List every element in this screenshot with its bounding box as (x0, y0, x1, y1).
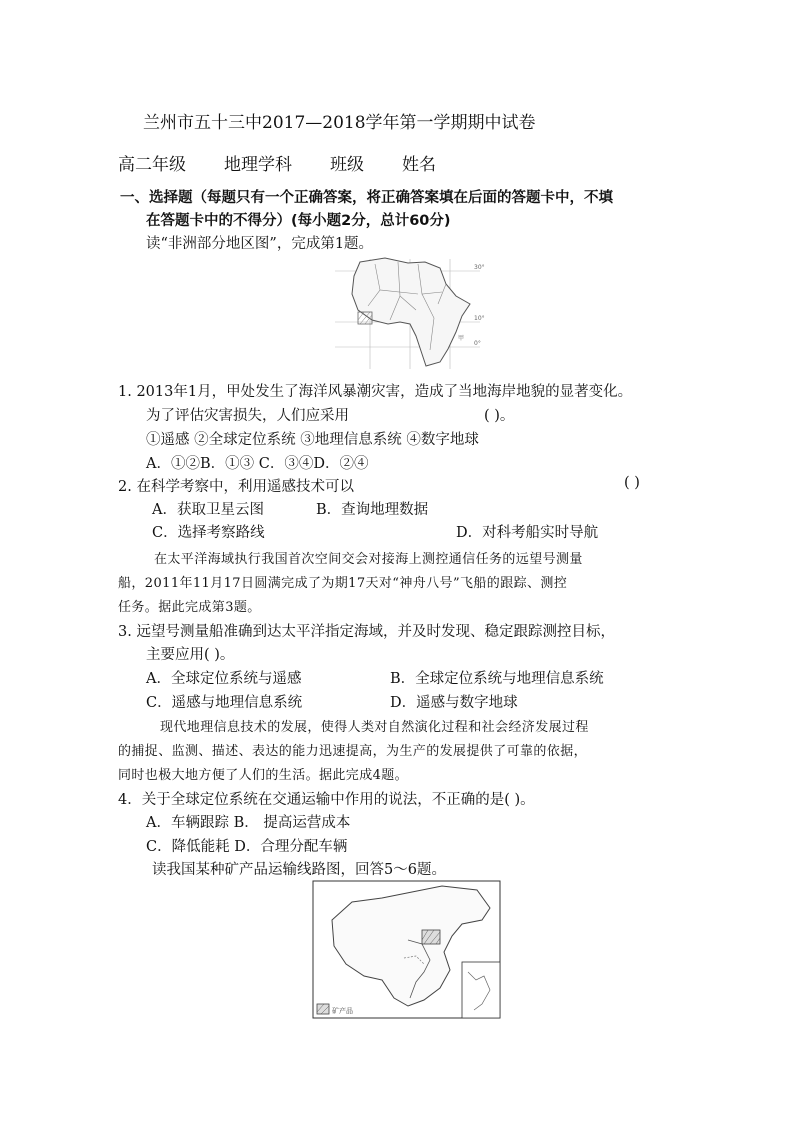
passage3-line1: 在太平洋海域执行我国首次空间交会对接海上测控通信任务的远望号测量 (154, 552, 583, 567)
page-title: 兰州市五十三中2017—2018学年第一学期期中试卷 (143, 113, 536, 133)
q1-stem-line1: 1. 2013年1月，甲处发生了海洋风暴潮灾害，造成了当地海岸地貌的显著变化。 (118, 384, 633, 400)
q4-stem: 4．关于全球定位系统在交通运输中作用的说法，不正确的是( )。 (118, 792, 535, 808)
q3-option-d: D．遥感与数字地球 (390, 695, 518, 711)
exam-subheader (118, 150, 474, 175)
q2-answer-paren: ( ) (624, 475, 640, 491)
q2-option-d: D．对科考船实时导航 (456, 525, 599, 541)
q4-options-ab: A．车辆跟踪 B． 提高运营成本 (146, 815, 351, 831)
q3-option-b: B．全球定位系统与地理信息系统 (390, 671, 604, 687)
q3-stem-line1: 3. 远望号测量船准确到达太平洋指定海域，并及时发现、稳定跟踪测控目标， (118, 624, 615, 640)
section-heading-line1: 一、选择题（每题只有一个正确答案，将正确答案填在后面的答题卡中，不填 (120, 190, 613, 206)
q2-option-a: A．获取卫星云图 (152, 502, 264, 518)
name-label: 姓名 (402, 155, 436, 175)
passage4-line2: 的捕捉、监测、描述、表达的能力迅速提高，为生产的发展提供了可靠的依据， (118, 744, 588, 759)
q2-stem: 2. 在科学考察中，利用遥感技术可以 (118, 479, 354, 495)
map2-intro: 读我国某种矿产品运输线路图，回答5～6题。 (152, 862, 446, 878)
q2-option-b: B．查询地理数据 (316, 502, 429, 518)
passage3-line3: 任务。据此完成第3题。 (118, 600, 261, 615)
map1-label-jia: 甲 (458, 335, 465, 342)
q3-stem-line2: 主要应用( )。 (146, 647, 235, 663)
class-label: 班级 (330, 155, 364, 175)
subject-label: 地理学科 (224, 155, 292, 175)
q1-answer-paren: ( )。 (484, 408, 515, 424)
map1-label-10: 10° (474, 315, 485, 322)
q1-stem-line2: 为了评估灾害损失，人们应采用 (146, 408, 349, 424)
china-transport-map-figure (312, 880, 502, 1020)
q3-option-a: A．全球定位系统与遥感 (146, 671, 302, 687)
map1-intro: 读“非洲部分地区图”，完成第1题。 (146, 236, 374, 252)
q4-options-cd: C．降低能耗 D．合理分配车辆 (146, 839, 348, 855)
africa-map-figure (330, 254, 490, 374)
map1-label-30: 30° (474, 264, 485, 271)
map2-legend-label: 矿产品 (332, 1007, 353, 1015)
passage4-line1: 现代地理信息技术的发展，使得人类对自然演化过程和社会经济发展过程 (160, 720, 589, 735)
grade-label: 高二年级 (118, 155, 186, 175)
q1-options: A．①②B．①③ C．③④D．②④ (146, 456, 369, 472)
q2-option-c: C．选择考察路线 (152, 525, 265, 541)
passage4-line3: 同时也极大地方便了人们的生活。据此完成4题。 (118, 768, 409, 783)
section-heading-line2: 在答题卡中的不得分）(每小题2分，总计60分) (146, 213, 451, 229)
map1-label-0: 0° (474, 340, 481, 347)
q3-option-c: C．遥感与地理信息系统 (146, 695, 303, 711)
q1-items: ①遥感 ②全球定位系统 ③地理信息系统 ④数字地球 (146, 432, 479, 448)
passage3-line2: 船，2011年11月17日圆满完成了为期17天对“神舟八号”飞船的跟踪、测控 (118, 576, 568, 591)
